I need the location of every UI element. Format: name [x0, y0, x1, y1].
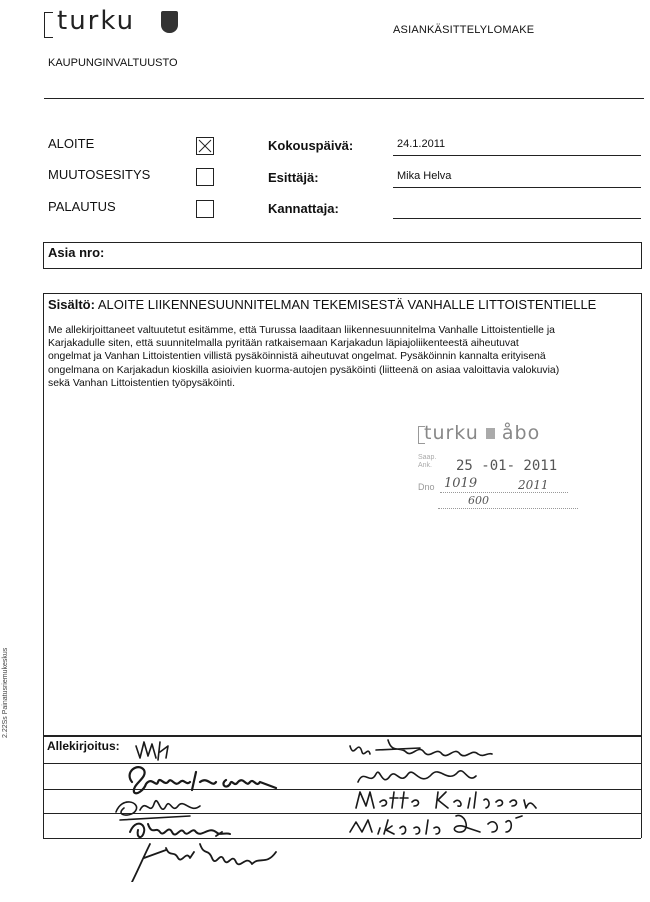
stamp-crest-icon: [486, 428, 495, 439]
header-rule: [44, 98, 644, 99]
council-name: KAUPUNGINVALTUUSTO: [48, 57, 178, 69]
stamp-code-line: [438, 508, 578, 509]
content-line: Karjakadulle siten, että suunnitelmalla pyritään ratkaisemaan Karjakadun läpiajoliikenteestä aiheutuvat: [48, 338, 519, 350]
content-label: Sisältö:: [48, 297, 95, 312]
signature-label: Allekirjoitus:: [47, 739, 120, 753]
crest-icon: [161, 11, 178, 33]
meeting-date-label: Kokouspäivä:: [268, 138, 354, 153]
stamp-dnro-value: 1019: [444, 476, 478, 491]
stamp-date: 25 -01- 2011: [456, 458, 558, 474]
handwritten-signatures: [40, 732, 640, 882]
stamp-code: 600: [468, 494, 489, 507]
stamp-logo-text: turku åbo: [424, 422, 541, 444]
presenter-line: [393, 187, 641, 188]
option-aloite-checkbox[interactable]: [196, 137, 214, 155]
presenter-label: Esittäjä:: [268, 170, 319, 185]
content-title: ALOITE LIIKENNESUUNNITELMAN TEKEMISESTÄ VANHALLE LITTOISTENTIELLE: [97, 297, 597, 312]
content-body: [48, 324, 628, 390]
content-line: sekä Vanhan Littoistentien työpysäköinti.: [48, 377, 235, 389]
content-line: Me allekirjoittaneet valtuutetut esitämme, että Turussa laaditaan liikennesuunnitelma Vanhalle Littoistentielle ja: [48, 325, 555, 336]
case-number-label: Asia nro:: [48, 245, 105, 260]
stamp-dnro-label: Dno: [418, 482, 435, 492]
supporter-label: Kannattaja:: [268, 201, 339, 216]
option-muutosesitys-label: MUUTOSESITYS: [48, 167, 151, 182]
check-cross-icon: [197, 138, 213, 154]
logo-text: turku: [57, 6, 136, 36]
received-stamp: [418, 422, 578, 512]
content-line: ongelmana on Karjakadun kioskilla asioivien kuorma-autojen pysäköinti (liitteenä on asiaa valoittavia valokuvia): [48, 364, 560, 376]
content-box: [43, 293, 642, 737]
option-palautus-checkbox[interactable]: [196, 200, 214, 218]
form-title: ASIANKÄSITTELYLOMAKE: [393, 24, 535, 36]
option-aloite-label: ALOITE: [48, 136, 95, 151]
content-heading: [48, 297, 596, 312]
sig-rule-right: [641, 735, 642, 838]
supporter-line: [393, 218, 641, 219]
stamp-dnro-line: [440, 492, 568, 493]
content-line: ongelmat ja Vanhan Littoistentien villistä pysäköinnistä aiheutuvat ongelmat. Pysäköinnin kannalta erityisenä: [48, 351, 546, 363]
presenter-value[interactable]: Mika Helva: [397, 170, 452, 182]
print-note: 2.22Ss Painatusriemukeskus: [2, 647, 9, 738]
stamp-dnro-year: 2011: [518, 478, 549, 492]
meeting-date-value[interactable]: 24.1.2011: [397, 138, 446, 150]
meeting-date-line: [393, 155, 641, 156]
turku-logo: [44, 8, 184, 40]
logo-bracket: [44, 12, 53, 38]
option-palautus-label: PALAUTUS: [48, 199, 116, 214]
case-number-box[interactable]: [43, 242, 642, 269]
stamp-saap-label: Saap.: [418, 454, 437, 461]
stamp-ank-label: Ank.: [418, 462, 433, 469]
option-muutosesitys-checkbox[interactable]: [196, 168, 214, 186]
